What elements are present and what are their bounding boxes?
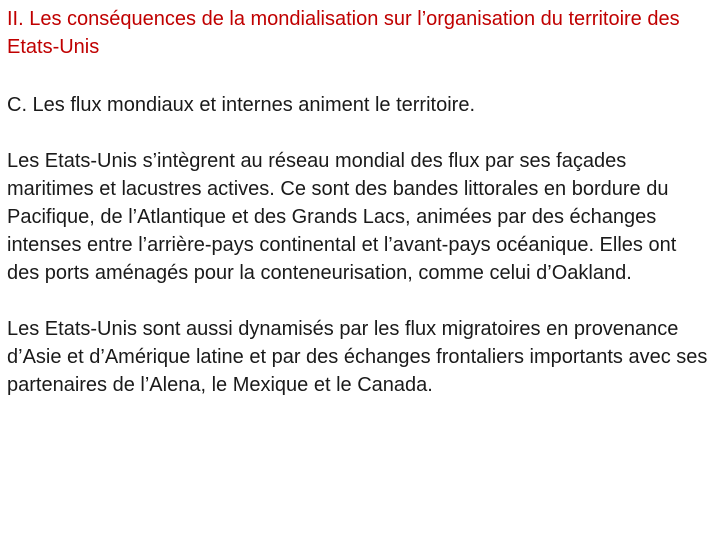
slide-content — [7, 5, 713, 399]
paragraph-flux-migratoires: Les Etats-Unis sont aussi dynamisés par les flux migratoires en provenance d’Asie et d’Amérique latine et par des échanges frontaliers importants avec ses partenaires de l’Alena, le Mexique et le Canada. — [7, 318, 708, 396]
slide-title: II. Les conséquences de la mondialisation sur l’organisation du territoire des Etats-Unis — [7, 8, 680, 58]
paragraph-flux-maritimes: Les Etats-Unis s’intègrent au réseau mondial des flux par ses façades maritimes et lacustres actives. Ce sont des bandes littorales en bordure du Pacifique, de l’Atlantique et des Grands Lacs, animées par des échanges intenses entre l’arrière-pays continental et l’avant-pays océanique. Elles ont des ports aménagés pour la conteneurisation, comme celui d’Oakland. — [7, 150, 677, 284]
section-subtitle: C. Les flux mondiaux et internes animent le territoire. — [7, 94, 475, 116]
